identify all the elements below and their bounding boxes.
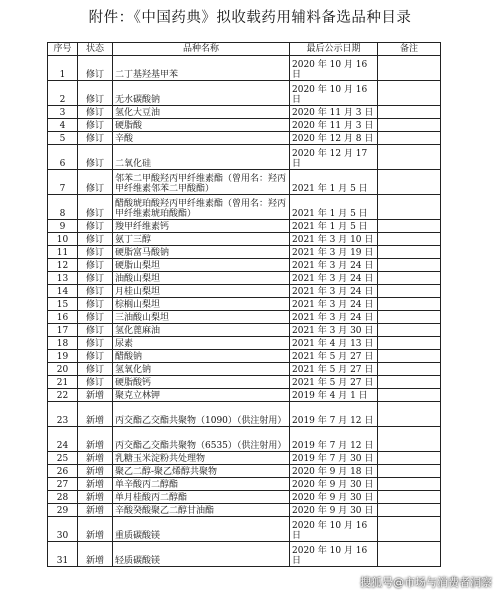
row-remark (378, 324, 441, 337)
row-status: 修订 (78, 337, 113, 350)
row-status: 修订 (78, 350, 113, 363)
row-remark (378, 376, 441, 389)
row-remark (378, 56, 441, 81)
row-name: 单辛酸丙二醇酯 (113, 478, 290, 491)
row-date: 2020 年 10 月 16 日 (290, 542, 378, 567)
row-name: 轻质碳酸镁 (113, 542, 290, 567)
row-remark (378, 233, 441, 246)
header-remark: 备注 (378, 43, 441, 56)
row-no: 11 (48, 246, 78, 259)
row-no: 6 (48, 145, 78, 170)
row-name: 醋酸钠 (113, 350, 290, 363)
row-name: 辛酸癸酸聚乙二醇甘油酯 (113, 504, 290, 517)
row-remark (378, 363, 441, 376)
table-row (48, 504, 441, 517)
row-no: 15 (48, 298, 78, 311)
table-row (48, 324, 441, 337)
row-remark (378, 170, 441, 195)
row-name: 丙交酯乙交酯共聚物（1090）（供注射用） (113, 402, 290, 427)
row-status: 修订 (78, 259, 113, 272)
row-date: 2020 年 10 月 16 日 (290, 56, 378, 81)
row-status: 新增 (78, 517, 113, 542)
row-status: 修订 (78, 363, 113, 376)
row-name: 硬脂酸钙 (113, 376, 290, 389)
table-row (48, 170, 441, 195)
row-name: 醋酸琥珀酸羟丙甲纤维素酯（曾用名：羟丙甲纤维素琥珀酸酯） (113, 195, 290, 220)
row-name: 二氧化硅 (113, 145, 290, 170)
row-no: 8 (48, 195, 78, 220)
row-remark (378, 402, 441, 427)
table-row (48, 259, 441, 272)
row-status: 新增 (78, 478, 113, 491)
table-row (48, 517, 441, 542)
row-status: 修订 (78, 145, 113, 170)
row-remark (378, 195, 441, 220)
row-date: 2020 年 9 月 18 日 (290, 465, 378, 478)
row-no: 28 (48, 491, 78, 504)
row-name: 尿素 (113, 337, 290, 350)
row-no: 31 (48, 542, 78, 567)
row-no: 21 (48, 376, 78, 389)
row-remark (378, 298, 441, 311)
row-status: 修订 (78, 324, 113, 337)
row-date: 2020 年 10 月 16 日 (290, 517, 378, 542)
row-remark (378, 285, 441, 298)
row-date: 2021 年 5 月 27 日 (290, 363, 378, 376)
row-date: 2019 年 7 月 12 日 (290, 402, 378, 427)
excipient-table (47, 42, 441, 567)
row-no: 5 (48, 132, 78, 145)
row-status: 修订 (78, 233, 113, 246)
row-status: 修订 (78, 119, 113, 132)
row-date: 2021 年 3 月 30 日 (290, 324, 378, 337)
row-date: 2021 年 1 月 5 日 (290, 195, 378, 220)
row-status: 修订 (78, 195, 113, 220)
row-name: 聚乙二醇-聚乙烯醇共聚物 (113, 465, 290, 478)
row-date: 2021 年 3 月 24 日 (290, 272, 378, 285)
row-date: 2021 年 5 月 27 日 (290, 376, 378, 389)
header-name: 品种名称 (113, 43, 290, 56)
row-no: 19 (48, 350, 78, 363)
row-date: 2021 年 4 月 13 日 (290, 337, 378, 350)
row-status: 修订 (78, 246, 113, 259)
table-row (48, 132, 441, 145)
row-name: 羧甲纤维素钙 (113, 220, 290, 233)
row-status: 修订 (78, 81, 113, 106)
row-name: 硬脂山梨坦 (113, 259, 290, 272)
row-status: 新增 (78, 504, 113, 517)
row-remark (378, 517, 441, 542)
row-no: 24 (48, 427, 78, 452)
page-title: 附件：《中国药典》拟收载药用辅料备选品种目录 (88, 10, 412, 26)
row-remark (378, 311, 441, 324)
table-row (48, 427, 441, 452)
table-row (48, 491, 441, 504)
row-name: 单月桂酸丙二醇酯 (113, 491, 290, 504)
row-no: 30 (48, 517, 78, 542)
table-row (48, 195, 441, 220)
row-date: 2019 年 7 月 30 日 (290, 452, 378, 465)
row-remark (378, 350, 441, 363)
row-no: 20 (48, 363, 78, 376)
table-row (48, 220, 441, 233)
header-no: 序号 (48, 43, 78, 56)
row-no: 26 (48, 465, 78, 478)
row-status: 新增 (78, 452, 113, 465)
row-no: 9 (48, 220, 78, 233)
row-remark (378, 465, 441, 478)
row-no: 14 (48, 285, 78, 298)
row-no: 29 (48, 504, 78, 517)
row-no: 18 (48, 337, 78, 350)
row-remark (378, 220, 441, 233)
row-no: 22 (48, 389, 78, 402)
row-date: 2020 年 11 月 3 日 (290, 119, 378, 132)
row-name: 氢氧化钠 (113, 363, 290, 376)
row-date: 2021 年 3 月 19 日 (290, 246, 378, 259)
row-name: 氢化大豆油 (113, 106, 290, 119)
row-no: 17 (48, 324, 78, 337)
row-date: 2020 年 12 月 17 日 (290, 145, 378, 170)
row-no: 23 (48, 402, 78, 427)
table-row (48, 542, 441, 567)
row-remark (378, 491, 441, 504)
row-date: 2020 年 12 月 8 日 (290, 132, 378, 145)
row-no: 16 (48, 311, 78, 324)
row-status: 新增 (78, 427, 113, 452)
table-row (48, 402, 441, 427)
row-status: 修订 (78, 298, 113, 311)
row-no: 25 (48, 452, 78, 465)
row-name: 硬脂富马酸钠 (113, 246, 290, 259)
row-date: 2020 年 9 月 30 日 (290, 478, 378, 491)
row-date: 2020 年 9 月 30 日 (290, 491, 378, 504)
row-remark (378, 145, 441, 170)
table-row (48, 233, 441, 246)
row-remark (378, 389, 441, 402)
row-no: 12 (48, 259, 78, 272)
row-no: 1 (48, 56, 78, 81)
row-name: 氨丁三醇 (113, 233, 290, 246)
row-name: 邻苯二甲酸羟丙甲纤维素酯（曾用名：羟丙甲纤维素邻苯二甲酸酯） (113, 170, 290, 195)
row-status: 修订 (78, 132, 113, 145)
row-remark (378, 81, 441, 106)
row-date: 2020 年 9 月 30 日 (290, 504, 378, 517)
row-name: 聚克立林钾 (113, 389, 290, 402)
row-remark (378, 119, 441, 132)
row-status: 修订 (78, 311, 113, 324)
table-row (48, 246, 441, 259)
row-name: 月桂山梨坦 (113, 285, 290, 298)
row-remark (378, 272, 441, 285)
row-name: 乳糖玉米淀粉共处理物 (113, 452, 290, 465)
row-status: 新增 (78, 389, 113, 402)
row-remark (378, 452, 441, 465)
row-name: 棕榈山梨坦 (113, 298, 290, 311)
watermark: 搜狐号@市场与消费者洞察 (360, 576, 492, 589)
row-name: 二丁基羟基甲苯 (113, 56, 290, 81)
row-date: 2021 年 3 月 10 日 (290, 233, 378, 246)
row-status: 新增 (78, 402, 113, 427)
row-remark (378, 259, 441, 272)
row-remark (378, 504, 441, 517)
table-row (48, 56, 441, 81)
row-status: 修订 (78, 285, 113, 298)
row-status: 新增 (78, 542, 113, 567)
row-date: 2019 年 4 月 1 日 (290, 389, 378, 402)
row-name: 辛酸 (113, 132, 290, 145)
table-row (48, 465, 441, 478)
table-row (48, 81, 441, 106)
header-status: 状态 (78, 43, 113, 56)
table-header-row (48, 43, 441, 56)
row-name: 丙交酯乙交酯共聚物（6535）（供注射用） (113, 427, 290, 452)
row-remark (378, 427, 441, 452)
table-row (48, 350, 441, 363)
row-no: 2 (48, 81, 78, 106)
row-remark (378, 106, 441, 119)
table-row (48, 311, 441, 324)
row-date: 2021 年 3 月 24 日 (290, 259, 378, 272)
table-row (48, 285, 441, 298)
table-row (48, 337, 441, 350)
table-row (48, 376, 441, 389)
row-status: 修订 (78, 170, 113, 195)
table-row (48, 389, 441, 402)
row-status: 新增 (78, 465, 113, 478)
table-row (48, 272, 441, 285)
row-date: 2020 年 11 月 3 日 (290, 106, 378, 119)
row-name: 无水碳酸钠 (113, 81, 290, 106)
row-date: 2021 年 3 月 24 日 (290, 285, 378, 298)
row-status: 修订 (78, 376, 113, 389)
row-status: 新增 (78, 491, 113, 504)
table-row (48, 478, 441, 491)
row-date: 2020 年 10 月 16 日 (290, 81, 378, 106)
row-date: 2021 年 5 月 27 日 (290, 350, 378, 363)
row-name: 氢化蓖麻油 (113, 324, 290, 337)
row-status: 修订 (78, 220, 113, 233)
row-no: 10 (48, 233, 78, 246)
row-name: 三油酸山梨坦 (113, 311, 290, 324)
table-row (48, 106, 441, 119)
row-date: 2021 年 1 月 5 日 (290, 170, 378, 195)
table-row (48, 145, 441, 170)
row-status: 修订 (78, 106, 113, 119)
table-row (48, 119, 441, 132)
row-no: 4 (48, 119, 78, 132)
row-remark (378, 337, 441, 350)
row-name: 重质碳酸镁 (113, 517, 290, 542)
row-remark (378, 478, 441, 491)
row-remark (378, 542, 441, 567)
row-status: 修订 (78, 272, 113, 285)
table-row (48, 363, 441, 376)
header-date: 最后公示日期 (290, 43, 378, 56)
row-remark (378, 132, 441, 145)
table-row (48, 452, 441, 465)
row-no: 13 (48, 272, 78, 285)
row-status: 修订 (78, 56, 113, 81)
row-name: 油酸山梨坦 (113, 272, 290, 285)
table-row (48, 298, 441, 311)
row-date: 2021 年 1 月 5 日 (290, 220, 378, 233)
row-date: 2019 年 7 月 12 日 (290, 427, 378, 452)
row-no: 27 (48, 478, 78, 491)
row-name: 硬脂酸 (113, 119, 290, 132)
table-body (48, 56, 441, 567)
row-date: 2021 年 3 月 24 日 (290, 311, 378, 324)
row-date: 2021 年 3 月 24 日 (290, 298, 378, 311)
row-no: 3 (48, 106, 78, 119)
row-remark (378, 246, 441, 259)
row-no: 7 (48, 170, 78, 195)
